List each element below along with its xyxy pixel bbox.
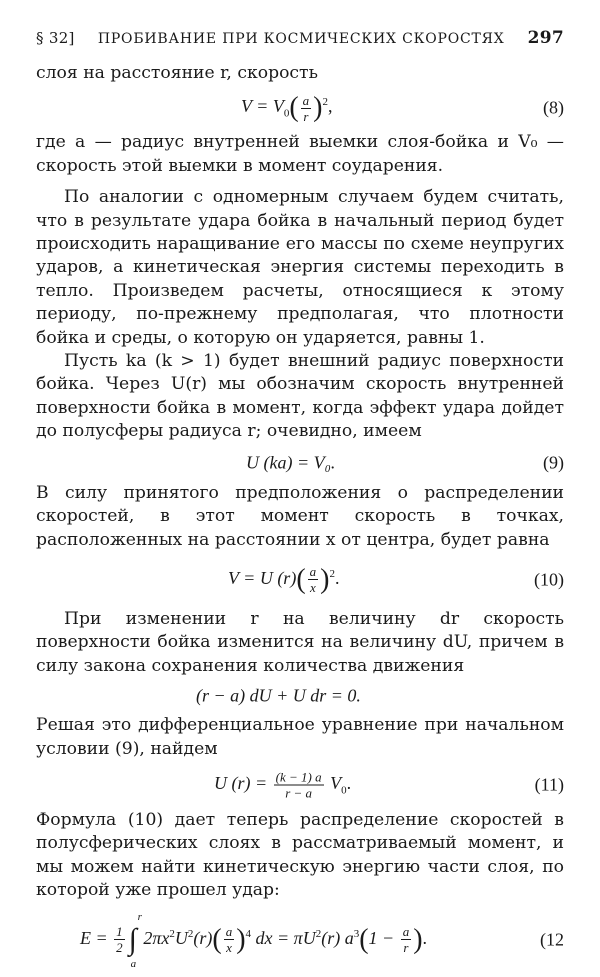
equation-10-number: (10)	[534, 569, 564, 590]
equation-momentum	[36, 678, 564, 714]
equation-11-number: (11)	[534, 774, 564, 795]
page-number: 297	[527, 28, 564, 48]
equation-9-number: (9)	[543, 452, 564, 473]
section-mark: § 32]	[36, 29, 75, 47]
equation-9	[36, 444, 564, 482]
running-title: ПРОБИВАНИЕ ПРИ КОСМИЧЕСКИХ СКОРОСТЯХ	[97, 31, 505, 47]
paragraph-2: где a — радиус внутренней выемки слоя-бойка и V₀ — скорость этой выемки в момент соударения.	[36, 132, 564, 176]
paragraph-3: По аналогии с одномерным случаем будем считать, что в результате удара бойка в начальный период будет происходить наращивание его массы по схеме неупругих ударов, а кинетическая энергия системы переходить в тепло. Произведем расчеты, относящиеся к этому периоду, по-прежнему предполагая, что плотности бойка и среды, о которую он ударяется, равны 1.	[36, 187, 564, 348]
equation-9-expression: U (ka) = V₀.	[246, 452, 336, 473]
paragraph-8: Формула (10) дает теперь распределение скоростей в полусферических слоях в рассматриваемый момент, и мы можем найти кинетическую энергию части слоя, по которой уже прошел удар:	[36, 809, 564, 901]
equation-8-number: (8)	[543, 97, 564, 118]
equation-11	[36, 761, 564, 809]
equation-8	[36, 85, 564, 131]
paragraph-5: В силу принятого предположения о распределении скоростей, в этот момент скорость в точках, расположенных на расстоянии x от центра, будет равна	[36, 482, 564, 550]
equation-10	[36, 552, 564, 608]
paragraph-1: слоя на расстояние r, скорость	[36, 63, 318, 83]
paragraph-6: При изменении r на величину dr скорость поверхности бойка изменится на величину dU, причем в силу закона сохранения количества движения	[36, 608, 564, 676]
page	[36, 28, 564, 977]
equation-12-expression: E = $\frac{1}{2}$ ∫ r a $2\pi x^2U^2(r)$( $\frac{a}{x}$ )$^4$ dx = $\pi U^2(r) a^3(1$ − $\frac{a}{r}$ ).	[80, 910, 428, 970]
equation-11-expression: U (r) = $\frac{(k - 1) a}{r - a}$ $V_0$.	[214, 769, 352, 801]
equation-momentum-expression: (r − a) dU + U dr = 0.	[196, 685, 361, 706]
equation-12-number: (12	[540, 929, 564, 950]
paragraph-7: Решая это дифференциальное уравнение при начальном условии (9), найдем	[36, 715, 564, 759]
equation-10-expression: V = U (r)( $\frac{a}{x}$ )$^2$.	[228, 563, 340, 596]
equation-12	[36, 903, 564, 977]
paragraph-4: Пусть ka (k > 1) будет внешний радиус поверхности бойка. Через U(r) мы обозначим скорость внутренней поверхности бойка в момент, когда эффект удара дойдет до полусферы радиуса r; очевидно, имеем	[36, 351, 564, 442]
equation-8-expression: $V = V_0$( $\frac{a}{r}$ )$^2$,	[241, 92, 333, 124]
running-header	[36, 28, 564, 48]
